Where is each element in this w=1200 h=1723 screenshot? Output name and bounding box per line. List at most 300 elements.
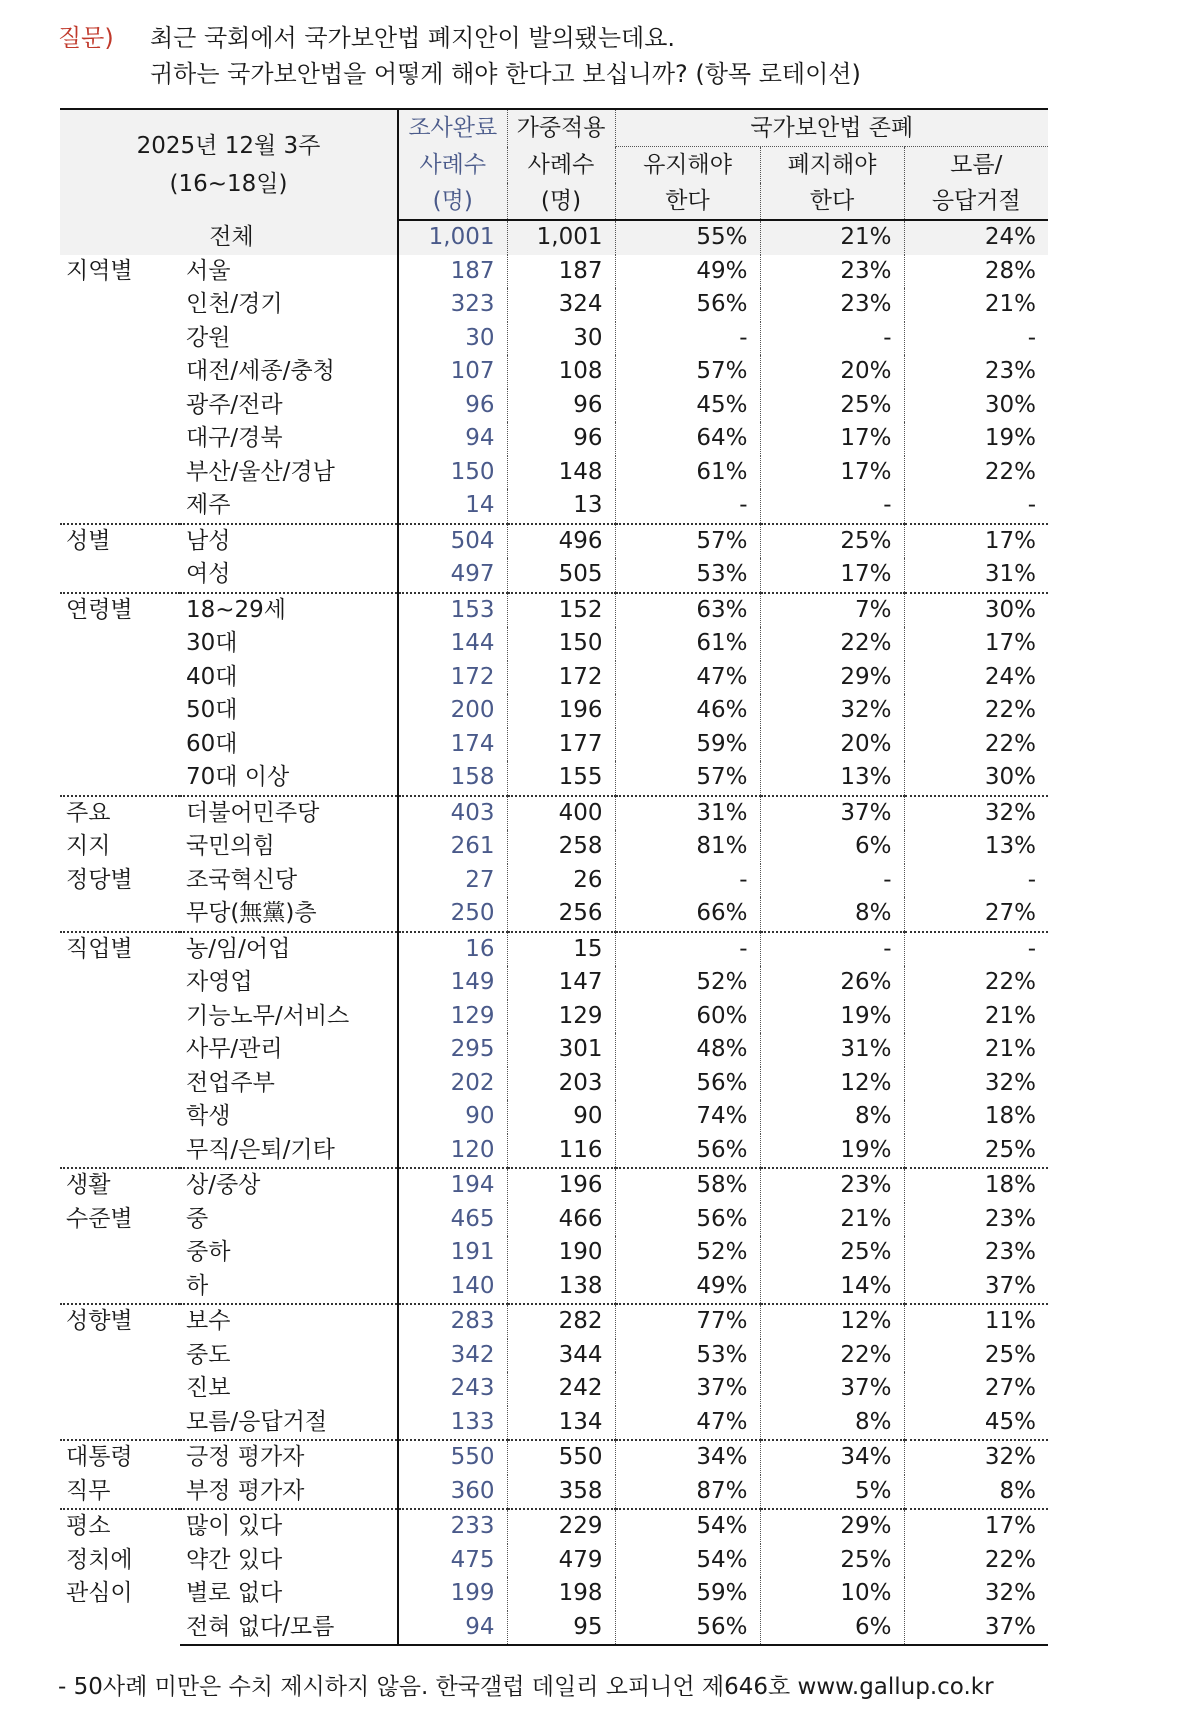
completed-unit: (명) — [398, 183, 507, 220]
row-label: 70대 이상 — [180, 761, 398, 796]
cases-completed: 187 — [450, 257, 495, 284]
abolish-pct: 6% — [760, 1611, 904, 1646]
group-label-line: 정치에 — [66, 1546, 133, 1573]
group-label-line: 성향별 — [66, 1308, 133, 1334]
question-line-1: 최근 국회에서 국가보안법 폐지안이 발의됐는데요. — [150, 24, 676, 52]
cases-completed: 243 — [450, 1375, 495, 1401]
cases-completed: 475 — [450, 1546, 495, 1573]
abolish-pct: 26% — [760, 966, 904, 1000]
table-row — [60, 1067, 1048, 1101]
dk-pct: 30% — [904, 593, 1048, 628]
abolish-pct: 17% — [760, 558, 904, 593]
dk-pct: 22% — [904, 456, 1048, 490]
abolish-pct: 37% — [760, 796, 904, 831]
keep-pct: - — [615, 864, 760, 898]
cases-completed: 120 — [450, 1136, 495, 1163]
keep-pct: 59% — [615, 1577, 760, 1611]
abolish-pct: 13% — [760, 761, 904, 796]
table-row — [60, 1033, 1048, 1067]
table-header — [60, 109, 1048, 220]
keep-pct: 56% — [615, 1611, 760, 1646]
row-label: 기능노무/서비스 — [180, 1000, 398, 1034]
cases-completed: 200 — [450, 697, 495, 723]
abolish-pct: 14% — [760, 1270, 904, 1305]
cases-completed: 94 — [465, 425, 495, 451]
dk-pct: 22% — [904, 1544, 1048, 1578]
keep-pct: 58% — [615, 1168, 760, 1203]
keep-pct: 59% — [615, 728, 760, 762]
footnote: - 50사례 미만은 수치 제시하지 않음. 한국갤럽 데일리 오피니언 제646호 www.gallup.co.kr — [58, 1674, 994, 1700]
table-row — [60, 627, 1048, 661]
cases-completed: 497 — [450, 561, 495, 587]
keep-pct: 61% — [615, 627, 760, 661]
cases-weighted: 203 — [507, 1067, 615, 1101]
dk-pct: 32% — [904, 1067, 1048, 1101]
abolish-pct: 23% — [760, 255, 904, 289]
keep-pct: 64% — [615, 422, 760, 456]
dk-pct: 21% — [904, 288, 1048, 322]
row-label: 상/중상 — [180, 1168, 398, 1203]
dk-pct: 27% — [904, 897, 1048, 932]
keep-pct: 47% — [615, 661, 760, 695]
dk-pct: 28% — [904, 255, 1048, 289]
table-row — [60, 796, 1048, 831]
group-label-line: 직무 — [66, 1477, 111, 1504]
cases-weighted: 177 — [507, 728, 615, 762]
table-row — [60, 593, 1048, 628]
abolish-pct: 8% — [760, 897, 904, 932]
row-label: 무당(無黨)층 — [180, 897, 398, 932]
table-row — [60, 288, 1048, 322]
dk-header-2: 응답거절 — [904, 183, 1048, 220]
cases-weighted: 282 — [507, 1304, 615, 1339]
cases-completed: 323 — [450, 291, 495, 317]
group-label-line: 대통령 — [66, 1444, 133, 1470]
table-row — [60, 1000, 1048, 1034]
cases-weighted: 138 — [507, 1270, 615, 1305]
row-label: 대전/세종/충청 — [180, 355, 398, 389]
keep-pct: 49% — [615, 255, 760, 289]
group-label-line: 성별 — [66, 527, 111, 554]
dk-pct: 45% — [904, 1406, 1048, 1441]
abolish-pct: 20% — [760, 728, 904, 762]
survey-table — [60, 108, 1048, 1646]
row-label: 부정 평가자 — [180, 1475, 398, 1510]
dk-pct: 19% — [904, 422, 1048, 456]
group-label-line: 연령별 — [66, 596, 133, 623]
row-label: 하 — [180, 1270, 398, 1305]
cases-completed: 465 — [450, 1205, 495, 1232]
keep-pct: 53% — [615, 558, 760, 593]
dk-pct: 17% — [904, 1509, 1048, 1544]
dk-pct: 18% — [904, 1100, 1048, 1134]
keep-pct: 56% — [615, 1203, 760, 1237]
weighted-unit: (명) — [507, 183, 615, 220]
table-row — [60, 1440, 1048, 1475]
dk-pct: - — [904, 864, 1048, 898]
keep-pct: 81% — [615, 830, 760, 864]
keep-pct: 49% — [615, 1270, 760, 1305]
cases-weighted: 187 — [507, 255, 615, 289]
table-row — [60, 1236, 1048, 1270]
table-body — [60, 220, 1048, 1645]
keep-pct: 48% — [615, 1033, 760, 1067]
abolish-pct: 5% — [760, 1475, 904, 1510]
row-label: 진보 — [180, 1372, 398, 1406]
cases-completed: 250 — [450, 900, 495, 926]
cases-weighted: 152 — [507, 593, 615, 628]
keep-header-1: 유지해야 — [615, 147, 760, 184]
total-label: 전체 — [60, 220, 398, 255]
cases-completed: 158 — [450, 764, 495, 790]
abolish-pct: 25% — [760, 1544, 904, 1578]
dk-pct: 22% — [904, 966, 1048, 1000]
row-label: 무직/은퇴/기타 — [180, 1134, 398, 1169]
cases-completed: 16 — [398, 932, 507, 967]
cases-weighted: 96 — [507, 389, 615, 423]
dk-pct: 22% — [904, 728, 1048, 762]
cases-weighted: 505 — [507, 558, 615, 593]
cases-weighted: 90 — [507, 1100, 615, 1134]
dk-pct: 11% — [904, 1304, 1048, 1339]
dk-pct: 32% — [904, 1440, 1048, 1475]
row-label: 더불어민주당 — [180, 796, 398, 831]
group-label-line: 주요 — [66, 799, 111, 826]
cases-completed: 149 — [450, 969, 495, 995]
abolish-pct: 22% — [760, 1339, 904, 1373]
dk-pct: 13% — [904, 830, 1048, 864]
keep-pct: 57% — [615, 355, 760, 389]
keep-pct: 54% — [615, 1544, 760, 1578]
dk-pct: 32% — [904, 1577, 1048, 1611]
total-abolish: 21% — [760, 220, 904, 255]
cases-completed: 90 — [465, 1103, 495, 1129]
group-label-line: 평소 — [66, 1513, 111, 1539]
table-row — [60, 830, 1048, 864]
cases-weighted: 129 — [507, 1000, 615, 1034]
table-row — [60, 1270, 1048, 1305]
row-label: 긍정 평가자 — [180, 1440, 398, 1475]
cases-completed: 27 — [465, 866, 495, 893]
keep-pct: 56% — [615, 1067, 760, 1101]
abolish-pct: - — [760, 932, 904, 967]
cases-weighted: 26 — [507, 864, 615, 898]
cases-weighted: 400 — [507, 796, 615, 831]
group-label — [60, 1440, 180, 1509]
abolish-pct: 20% — [760, 355, 904, 389]
keep-pct: 34% — [615, 1440, 760, 1475]
cases-weighted: 148 — [507, 456, 615, 490]
dk-pct: 37% — [904, 1270, 1048, 1305]
table-row — [60, 1406, 1048, 1441]
table-row — [60, 1372, 1048, 1406]
cases-weighted: 150 — [507, 627, 615, 661]
row-label: 전혀 없다/모름 — [180, 1611, 398, 1646]
row-label: 별로 없다 — [180, 1577, 398, 1611]
abolish-pct: 6% — [760, 830, 904, 864]
table-row — [60, 1544, 1048, 1578]
abolish-pct: 25% — [760, 524, 904, 559]
cases-completed: 202 — [450, 1069, 495, 1096]
dk-pct: 27% — [904, 1372, 1048, 1406]
total-n: 1,001 — [398, 220, 507, 255]
cases-completed: 283 — [398, 1304, 507, 1339]
table-row — [60, 1134, 1048, 1169]
row-label: 여성 — [180, 558, 398, 593]
abolish-pct: 17% — [760, 422, 904, 456]
cases-weighted: 196 — [507, 694, 615, 728]
cases-completed: 153 — [398, 593, 507, 628]
keep-pct: 56% — [615, 288, 760, 322]
weighted-cases: 사례수 — [507, 147, 615, 184]
abolish-pct: - — [760, 864, 904, 898]
cases-completed: 140 — [450, 1272, 495, 1299]
table-row — [60, 1475, 1048, 1510]
question-line-2: 귀하는 국가보안법을 어떻게 해야 한다고 보십니까? (항목 로테이션) — [150, 60, 861, 88]
cases-completed: 94 — [398, 1611, 507, 1646]
row-label: 40대 — [180, 661, 398, 695]
dk-pct: - — [904, 489, 1048, 524]
row-label: 많이 있다 — [180, 1509, 398, 1544]
abolish-pct: 17% — [760, 456, 904, 490]
cases-weighted: 324 — [507, 288, 615, 322]
keep-pct: 46% — [615, 694, 760, 728]
cases-weighted: 258 — [507, 830, 615, 864]
abolish-pct: 23% — [760, 1168, 904, 1203]
table-row — [60, 966, 1048, 1000]
question-block — [58, 20, 861, 92]
cases-weighted: 155 — [507, 761, 615, 796]
abolish-pct: 19% — [760, 1134, 904, 1169]
cases-weighted: 147 — [507, 966, 615, 1000]
table-row — [60, 1203, 1048, 1237]
cases-completed: 96 — [465, 391, 495, 418]
table-row — [60, 1304, 1048, 1339]
abolish-pct: - — [760, 322, 904, 356]
table-row — [60, 422, 1048, 456]
completed-cases: 사례수 — [398, 147, 507, 184]
abolish-pct: 23% — [760, 288, 904, 322]
cases-completed: 129 — [450, 1002, 495, 1029]
row-label: 보수 — [180, 1304, 398, 1339]
keep-pct: 37% — [615, 1372, 760, 1406]
dk-pct: 21% — [904, 1033, 1048, 1067]
row-label: 18~29세 — [180, 593, 398, 628]
abolish-pct: 8% — [760, 1406, 904, 1441]
dk-pct: 23% — [904, 1236, 1048, 1270]
table-row — [60, 322, 1048, 356]
dates-text: (16~18일) — [169, 171, 288, 197]
cases-completed: 261 — [450, 833, 495, 859]
abolish-header-1: 폐지해야 — [760, 147, 904, 184]
abolish-pct: - — [760, 489, 904, 524]
dk-pct: 22% — [904, 694, 1048, 728]
row-label: 중 — [180, 1203, 398, 1237]
period-text: 2025년 12월 3주 — [136, 133, 321, 159]
dk-pct: 18% — [904, 1168, 1048, 1203]
group-label-line: 직업별 — [66, 935, 133, 962]
cases-completed: 342 — [450, 1341, 495, 1368]
cases-weighted: 172 — [507, 661, 615, 695]
cases-completed: 107 — [450, 358, 495, 384]
row-label: 모름/응답거절 — [180, 1406, 398, 1441]
abolish-header-2: 한다 — [760, 183, 904, 220]
dk-pct: 8% — [904, 1475, 1048, 1510]
cases-weighted: 301 — [507, 1033, 615, 1067]
keep-pct: 77% — [615, 1304, 760, 1339]
cases-weighted: 96 — [507, 422, 615, 456]
dk-pct: - — [904, 932, 1048, 967]
table-row — [60, 1577, 1048, 1611]
row-label: 중하 — [180, 1236, 398, 1270]
dk-pct: 17% — [904, 627, 1048, 661]
cases-completed: 150 — [450, 458, 495, 485]
row-label: 조국혁신당 — [180, 864, 398, 898]
cases-completed: 14 — [465, 492, 495, 518]
period-header — [60, 109, 398, 220]
abolish-pct: 12% — [760, 1067, 904, 1101]
group-label — [60, 796, 180, 932]
row-label: 남성 — [180, 524, 398, 559]
cases-weighted: 479 — [507, 1544, 615, 1578]
cases-weighted: 196 — [507, 1168, 615, 1203]
keep-pct: 52% — [615, 966, 760, 1000]
keep-pct: 57% — [615, 524, 760, 559]
table-row — [60, 255, 1048, 289]
cases-weighted: 108 — [507, 355, 615, 389]
keep-pct: 63% — [615, 593, 760, 628]
cases-weighted: 256 — [507, 897, 615, 932]
cases-weighted: 466 — [507, 1203, 615, 1237]
abolish-pct: 32% — [760, 694, 904, 728]
cases-completed: 191 — [450, 1239, 495, 1265]
total-keep: 55% — [615, 220, 760, 255]
table-row — [60, 489, 1048, 524]
cases-weighted: 550 — [507, 1440, 615, 1475]
group-label — [60, 524, 180, 593]
row-label: 학생 — [180, 1100, 398, 1134]
abolish-pct: 29% — [760, 1509, 904, 1544]
dk-pct: 17% — [904, 524, 1048, 559]
table-row — [60, 1611, 1048, 1646]
table-row — [60, 864, 1048, 898]
table-row — [60, 932, 1048, 967]
group-label-line: 정당별 — [66, 866, 133, 893]
table-row — [60, 456, 1048, 490]
keep-pct: - — [615, 932, 760, 967]
row-label: 강원 — [180, 322, 398, 356]
keep-pct: - — [615, 489, 760, 524]
keep-pct: 54% — [615, 1509, 760, 1544]
cases-completed: 30 — [465, 324, 495, 351]
cases-completed: 199 — [450, 1580, 495, 1606]
keep-pct: 45% — [615, 389, 760, 423]
dk-pct: 23% — [904, 355, 1048, 389]
abolish-pct: 22% — [760, 627, 904, 661]
dk-pct: - — [904, 322, 1048, 356]
cases-completed: 233 — [398, 1509, 507, 1544]
keep-pct: 61% — [615, 456, 760, 490]
table-row — [60, 1509, 1048, 1544]
group-label — [60, 1509, 180, 1645]
weighted-header: 가중적용 — [507, 109, 615, 147]
abolish-pct: 37% — [760, 1372, 904, 1406]
cases-weighted: 95 — [507, 1611, 615, 1646]
group-label — [60, 1168, 180, 1304]
dk-pct: 25% — [904, 1134, 1048, 1169]
row-label: 중도 — [180, 1339, 398, 1373]
keep-header-2: 한다 — [615, 183, 760, 220]
table-row — [60, 355, 1048, 389]
dk-pct: 30% — [904, 389, 1048, 423]
cases-weighted: 116 — [507, 1134, 615, 1169]
row-label: 전업주부 — [180, 1067, 398, 1101]
group-label-line: 지지 — [66, 833, 111, 859]
abolish-pct: 21% — [760, 1203, 904, 1237]
abolish-pct: 19% — [760, 1000, 904, 1034]
cases-weighted: 134 — [507, 1406, 615, 1441]
dk-pct: 37% — [904, 1611, 1048, 1646]
total-weighted: 1,001 — [507, 220, 615, 255]
row-label: 사무/관리 — [180, 1033, 398, 1067]
cases-completed: 550 — [398, 1440, 507, 1475]
row-label: 제주 — [180, 489, 398, 524]
cases-weighted: 229 — [507, 1509, 615, 1544]
completed-header: 조사완료 — [398, 109, 507, 147]
abolish-pct: 8% — [760, 1100, 904, 1134]
cases-completed: 403 — [398, 796, 507, 831]
abolish-pct: 29% — [760, 661, 904, 695]
table-row — [60, 1100, 1048, 1134]
dk-pct: 25% — [904, 1339, 1048, 1373]
abolish-pct: 7% — [760, 593, 904, 628]
cases-weighted: 190 — [507, 1236, 615, 1270]
abolish-pct: 25% — [760, 1236, 904, 1270]
group-label — [60, 593, 180, 796]
keep-pct: 31% — [615, 796, 760, 831]
row-label: 농/임/어업 — [180, 932, 398, 967]
cases-completed: 504 — [398, 524, 507, 559]
cases-completed: 144 — [450, 630, 495, 656]
question-label: 질문) — [58, 24, 114, 52]
table-row — [60, 661, 1048, 695]
group-label — [60, 1304, 180, 1440]
keep-pct: 66% — [615, 897, 760, 932]
keep-pct: 60% — [615, 1000, 760, 1034]
group-label-line: 관심이 — [66, 1580, 133, 1606]
group-title-header: 국가보안법 존폐 — [615, 109, 1048, 147]
cases-weighted: 198 — [507, 1577, 615, 1611]
abolish-pct: 31% — [760, 1033, 904, 1067]
keep-pct: 47% — [615, 1406, 760, 1441]
row-label: 60대 — [180, 728, 398, 762]
keep-pct: 57% — [615, 761, 760, 796]
table-row — [60, 761, 1048, 796]
table-row — [60, 1339, 1048, 1373]
dk-pct: 32% — [904, 796, 1048, 831]
cases-weighted: 496 — [507, 524, 615, 559]
cases-completed: 295 — [450, 1036, 495, 1062]
keep-pct: 56% — [615, 1134, 760, 1169]
cases-completed: 172 — [450, 663, 495, 690]
table-row — [60, 694, 1048, 728]
total-dk: 24% — [904, 220, 1048, 255]
cases-completed: 360 — [450, 1477, 495, 1504]
cases-weighted: 30 — [507, 322, 615, 356]
row-label: 대구/경북 — [180, 422, 398, 456]
abolish-pct: 34% — [760, 1440, 904, 1475]
group-label — [60, 255, 180, 524]
